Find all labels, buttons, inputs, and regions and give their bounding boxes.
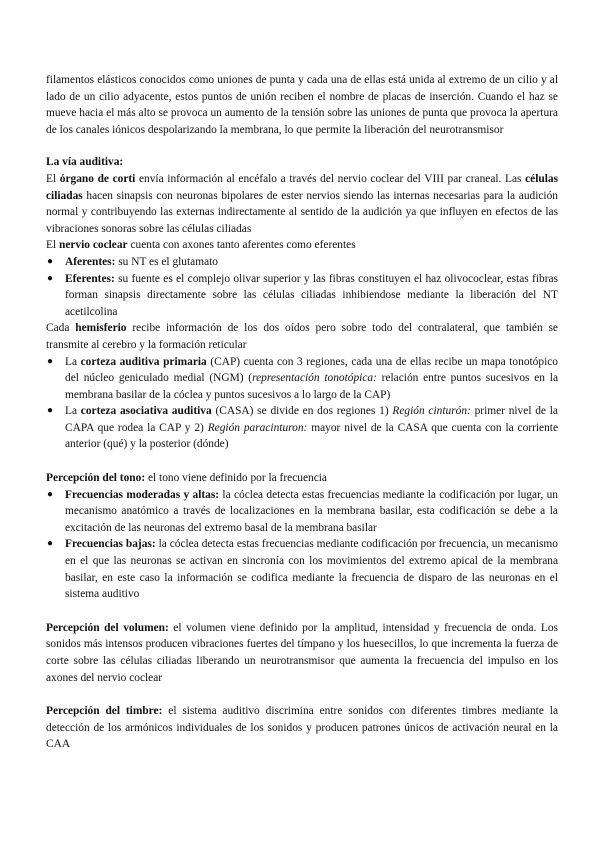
bullet-icon: ● bbox=[47, 538, 54, 550]
paragraph-organo-corti: El órgano de corti envía información al encéfalo a través del nervio coclear del VIII par craneal. Las células ciliadas hacen sinapsis con neuronas bipolares de ester nervios siendo las internas necesarias para la audición normal y contribuyendo las externas indirectamente al sentido de la audición ya que influyen en efectos de las vibraciones sonoras sobre las células ciliadas bbox=[46, 172, 558, 235]
bullet-icon: ● bbox=[47, 272, 54, 284]
bullet-list-fibras bbox=[46, 254, 558, 320]
list-item: ● La corteza auditiva primaria (CAP) cuenta con 3 regiones, cada una de ellas recibe un mapa tonotópico del núcleo geniculado medial (NGM) (representación tonotópica: relación entre puntos sucesivos en la membrana basilar de la cóclea y puntos sucesivos a lo largo de la CAP) bbox=[47, 355, 558, 401]
paragraph-percepcion-volumen: Percepción del volumen: el volumen viene definido por la amplitud, intensidad y frecuencia de onda. Los sonidos más intensos producen vibraciones fuertes del tímpano y los huesecillos, lo que incrementa la fuerza de corte sobre las células ciliadas liberando un neurotransmisor que aumenta la frecuencia del impulso en los axones del nervio coclear bbox=[46, 621, 558, 684]
bullet-icon: ● bbox=[47, 488, 54, 500]
bullet-icon: ● bbox=[47, 255, 54, 267]
list-item: ● Frecuencias moderadas y altas: la cóclea detecta estas frecuencias mediante la codificación por lugar, un mecanismo anatómico a través de localizaciones en la membrana basilar, esta codificación se debe a la excitación de las neuronas del extremo basal de la membrana basilar bbox=[47, 488, 558, 534]
bullet-list-cortezas bbox=[46, 354, 558, 454]
paragraph-nervio-coclear: El nervio coclear cuenta con axones tanto aferentes como eferentes bbox=[46, 239, 356, 252]
bullet-list-frecuencias bbox=[46, 487, 558, 603]
intro-paragraph: filamentos elásticos conocidos como uniones de punta y cada una de ellas está unida al extremo de un cilio y al lado de un cilio adyacente, estos puntos de unión reciben el nombre de placas de inserción. Cuando el haz se mueve hacia el más alto se provoca un aumento de la tensión sobre las uniones de punta que provoca la apertura de los canales iónicos despolarizando la membrana, lo que permite la liberación del neurotransmisor bbox=[46, 74, 558, 136]
list-item: ● La corteza asociativa auditiva (CASA) se divide en dos regiones 1) Región cinturón: primer nivel de la CAPA que rodea la CAP y 2) Región paracinturon: mayor nivel de la CASA que cuenta con la corriente anterior (qué) y la posterior (dónde) bbox=[47, 405, 559, 451]
document-page bbox=[46, 72, 558, 753]
paragraph-percepcion-tono: Percepción del tono: el tono viene definido por la frecuencia bbox=[46, 472, 327, 485]
section-heading-via-auditiva: La vía auditiva: bbox=[46, 156, 124, 169]
paragraph-hemisferio: Cada hemisferio recibe información de los dos oídos pero sobre todo del contralateral, que también se transmite al cerebro y la formación reticular bbox=[46, 322, 558, 351]
list-item: ● Frecuencias bajas: la cóclea detecta estas frecuencias mediante codificación por frecuencia, un mecanismo en el que las neuronas se activan en sincronía con los movimientos del extremo apical de la membrana basilar, en este caso la información se codifica mediante la frecuencia de disparo de las neuronas en el sistema auditivo bbox=[47, 538, 558, 601]
paragraph-percepcion-timbre: Percepción del timbre: el sistema auditivo discrimina entre sonidos con diferentes timbres mediante la detección de los armónicos individuales de los sonidos y producen patrones únicos de activación neural en la CAA bbox=[46, 705, 558, 751]
list-item: ● Eferentes: su fuente es el complejo olivar superior y las fibras constituyen el haz olivococlear, estas fibras forman sinapsis directamente sobre las células ciliadas inhibiendose mediante la liberación del NT acetilcolina bbox=[47, 272, 558, 318]
list-item: ● Aferentes: su NT es el glutamato bbox=[46, 254, 558, 271]
bullet-icon: ● bbox=[47, 355, 54, 367]
bullet-icon: ● bbox=[47, 405, 54, 417]
